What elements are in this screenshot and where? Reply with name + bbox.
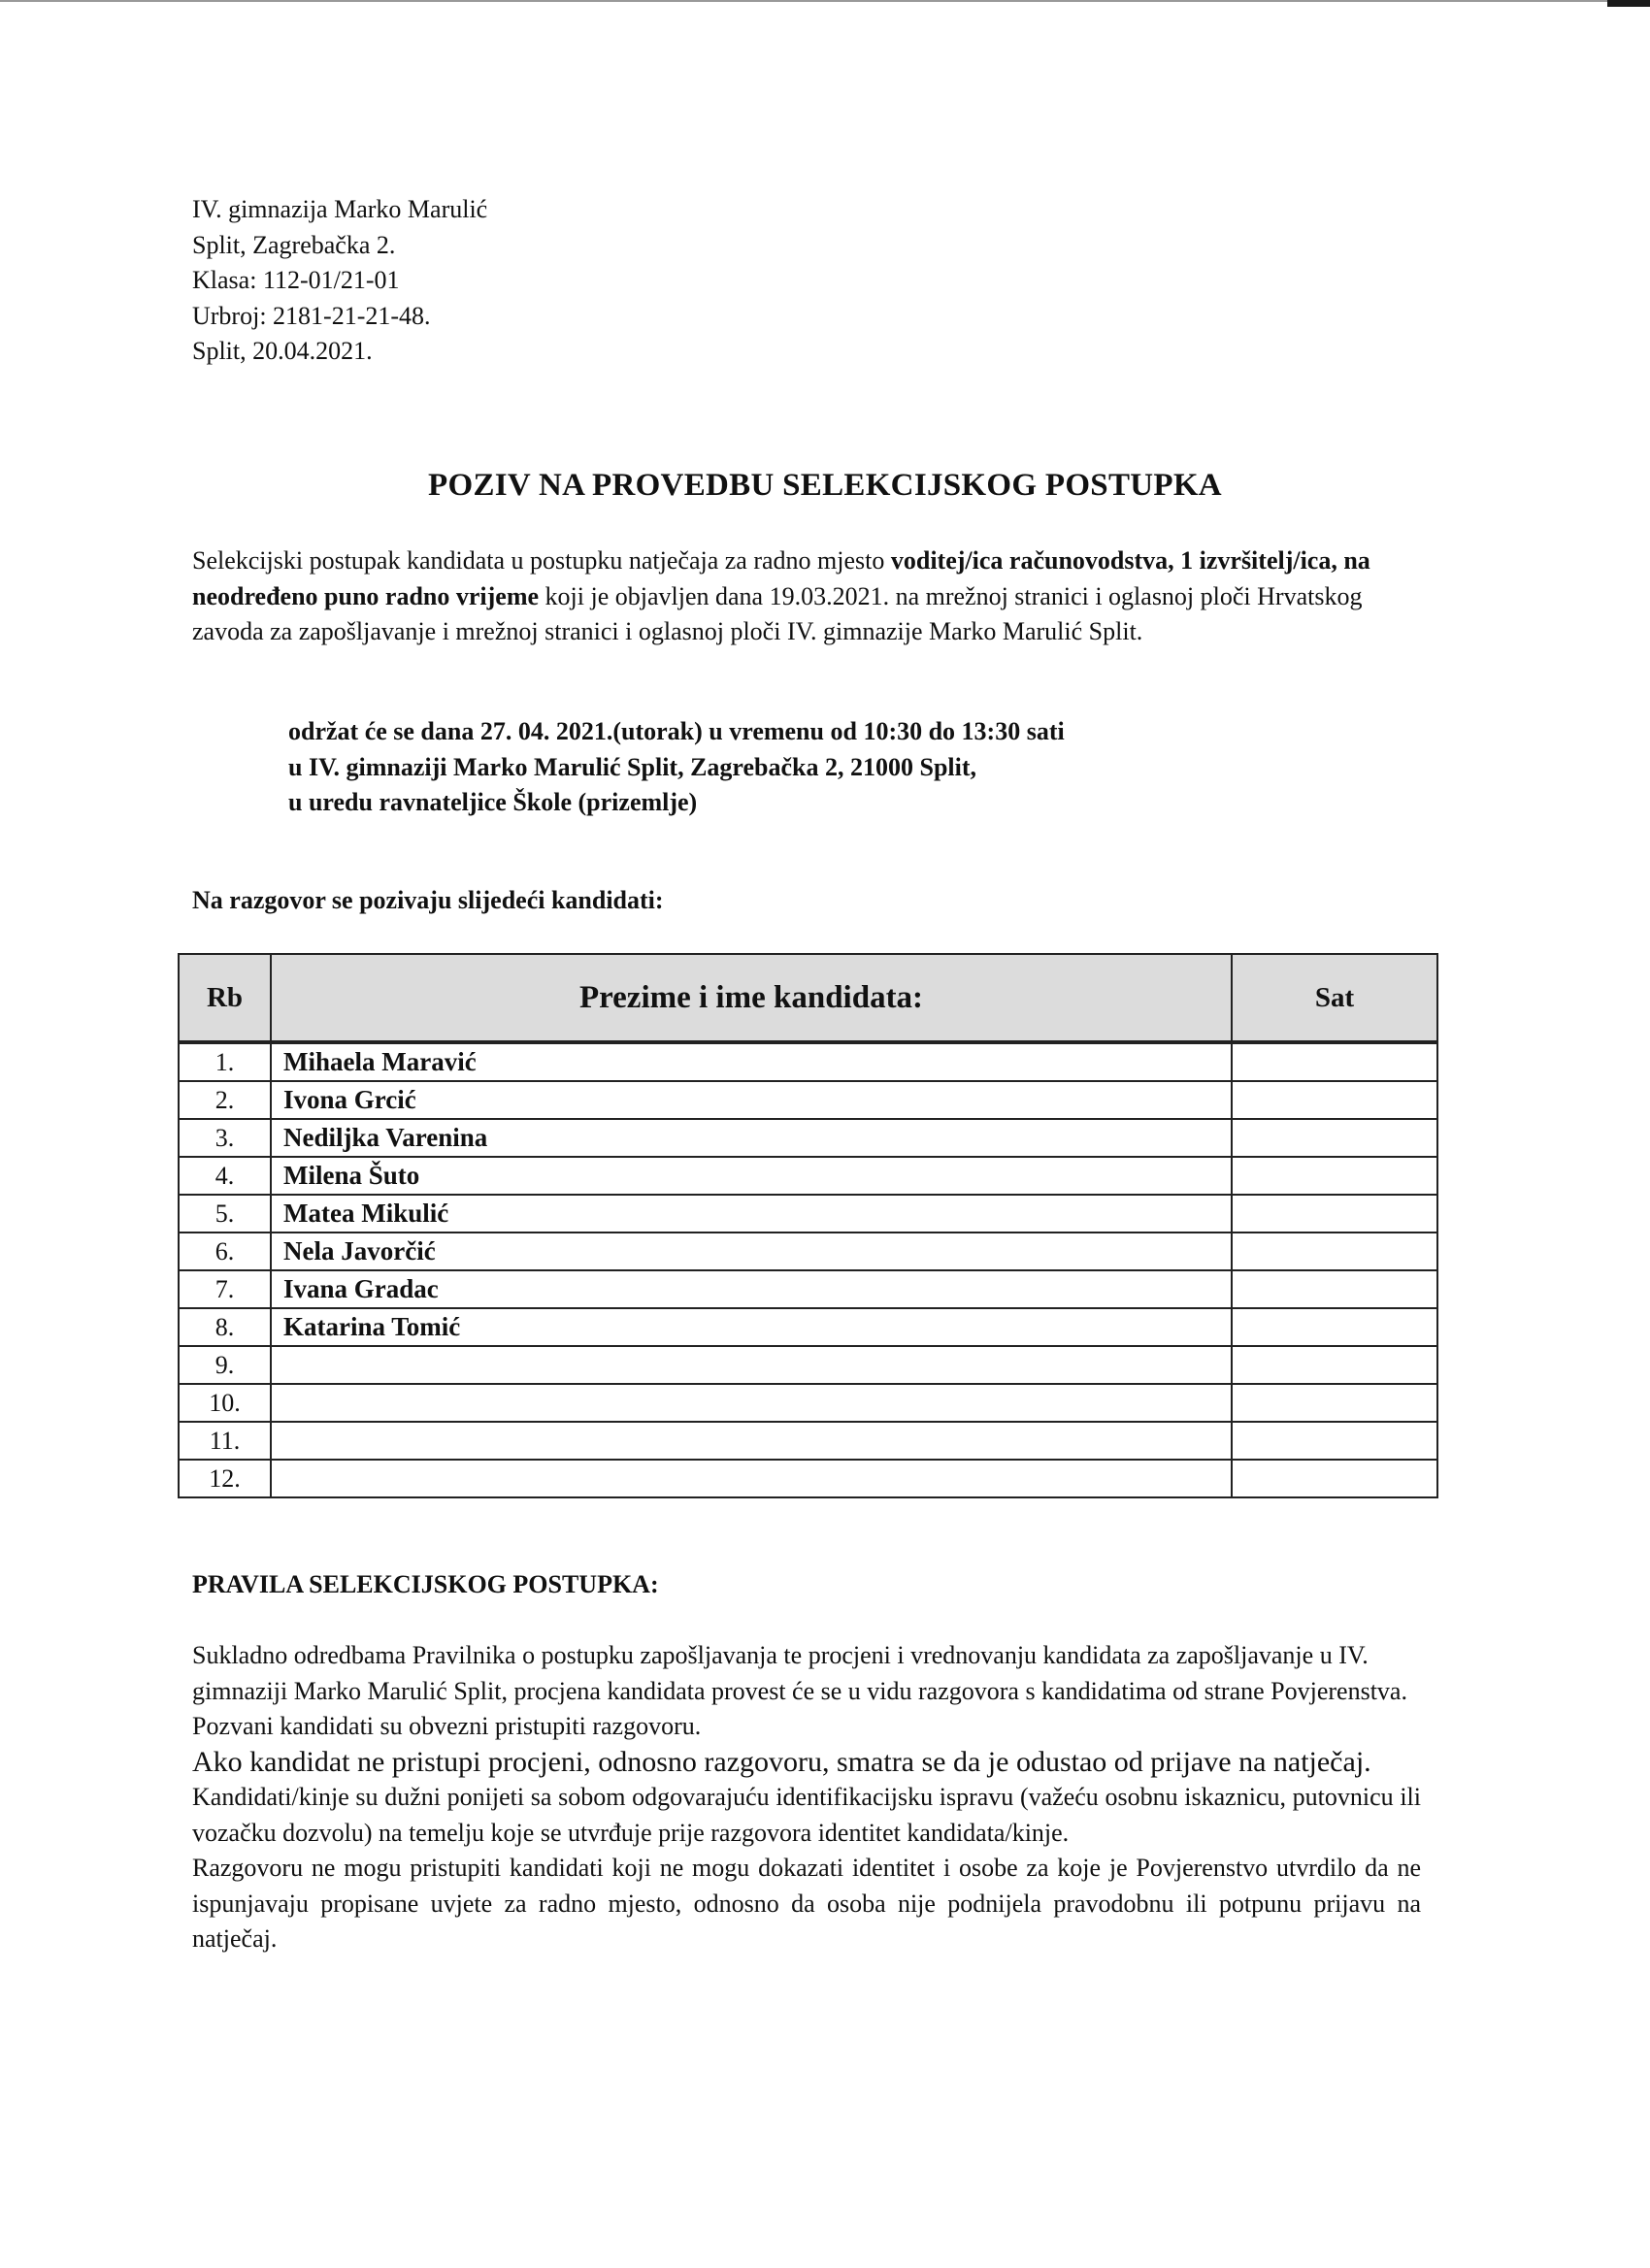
rules-paragraph-4: Kandidati/kinje su dužni ponijeti sa sobom odgovarajuću identifikacijsku ispravu (važeću osobnu iskaznicu, putovnicu ili vozačku dozvolu) na temelju koje se utvrđuje prije razgovora identitet kandidata/kinje. bbox=[192, 1783, 1421, 1847]
scan-corner-mark bbox=[1607, 0, 1650, 7]
column-header-sat: Sat bbox=[1232, 954, 1437, 1042]
table-header-row bbox=[179, 954, 1437, 1042]
row-number: 10. bbox=[179, 1384, 271, 1422]
candidate-time bbox=[1232, 1270, 1437, 1308]
candidates-table bbox=[178, 953, 1438, 1498]
event-date-time: održat će se dana 27. 04. 2021.(utorak) u vremenu od 10:30 do 13:30 sati bbox=[288, 717, 1065, 745]
candidate-name bbox=[271, 1346, 1232, 1384]
rules-heading: PRAVILA SELEKCIJSKOG POSTUPKA: bbox=[192, 1570, 659, 1598]
candidate-time bbox=[1232, 1195, 1437, 1233]
row-number: 7. bbox=[179, 1270, 271, 1308]
rules-paragraph-3: Ako kandidat ne pristupi procjeni, odnosno razgovoru, smatra se da je odustao od prijave na natječaj. bbox=[192, 1745, 1371, 1778]
intro-paragraph bbox=[192, 543, 1398, 650]
rules-paragraph-5: Razgovoru ne mogu pristupiti kandidati koji ne mogu dokazati identitet i osobe za koje je Povjerenstvo utvrdilo da ne ispunjavaju propisane uvjete za radno mjesto, odnosno da osoba nije podnijela pravodobnu ili potpunu prijavu na natječaj. bbox=[192, 1854, 1421, 1953]
candidate-name: Nela Javorčić bbox=[271, 1233, 1232, 1270]
document-date: Split, 20.04.2021. bbox=[192, 337, 373, 365]
table-row bbox=[179, 1119, 1437, 1157]
candidate-time bbox=[1232, 1308, 1437, 1346]
row-number: 9. bbox=[179, 1346, 271, 1384]
candidate-name bbox=[271, 1422, 1232, 1460]
table-row bbox=[179, 1346, 1437, 1384]
intro-text-end: koji je objavljen dana 19.03.2021. na mrežnoj stranici i oglasnoj ploči Hrvatskog zavoda za zapošljavanje i mrežnoj stranici i oglasnoj ploči IV. gimnazije Marko Marulić Split. bbox=[192, 581, 1363, 645]
row-number: 2. bbox=[179, 1081, 271, 1119]
candidate-name: Katarina Tomić bbox=[271, 1308, 1232, 1346]
row-number: 6. bbox=[179, 1233, 271, 1270]
table-row bbox=[179, 1460, 1437, 1497]
candidate-name: Ivona Grcić bbox=[271, 1081, 1232, 1119]
document-header bbox=[192, 192, 487, 370]
row-number: 8. bbox=[179, 1308, 271, 1346]
candidate-time bbox=[1232, 1460, 1437, 1497]
table-row bbox=[179, 1195, 1437, 1233]
table-row bbox=[179, 1157, 1437, 1195]
intro-position: voditej/ica računovodstva, 1 izvršitelj/ica, na neodređeno puno radno vrijeme bbox=[192, 546, 1370, 610]
table-row bbox=[179, 1233, 1437, 1270]
table-row bbox=[179, 1042, 1437, 1081]
row-number: 4. bbox=[179, 1157, 271, 1195]
rules-section bbox=[192, 1638, 1421, 1957]
column-header-name: Prezime i ime kandidata: bbox=[271, 954, 1232, 1042]
candidate-name bbox=[271, 1460, 1232, 1497]
candidate-name: Ivana Gradac bbox=[271, 1270, 1232, 1308]
candidate-name: Nediljka Varenina bbox=[271, 1119, 1232, 1157]
candidate-name: Mihaela Maravić bbox=[271, 1042, 1232, 1081]
rules-paragraph-2: Pozvani kandidati su obvezni pristupiti razgovoru. bbox=[192, 1712, 702, 1740]
candidate-name: Matea Mikulić bbox=[271, 1195, 1232, 1233]
intro-text-start: Selekcijski postupak kandidata u postupku natječaja za radno mjesto bbox=[192, 546, 891, 575]
table-row bbox=[179, 1384, 1437, 1422]
document-title: POZIV NA PROVEDBU SELEKCIJSKOG POSTUPKA bbox=[428, 468, 1222, 503]
rules-paragraph-1: Sukladno odredbama Pravilnika o postupku zapošljavanja te procjeni i vrednovanju kandidata za zapošljavanje u IV. gimnaziji Marko Marulić Split, procjena kandidata provest će se u vidu razgovora s kandidatima od strane Povjerenstva. bbox=[192, 1641, 1407, 1705]
school-name: IV. gimnazija Marko Marulić bbox=[192, 195, 488, 223]
table-row bbox=[179, 1081, 1437, 1119]
candidate-time bbox=[1232, 1119, 1437, 1157]
candidate-time bbox=[1232, 1157, 1437, 1195]
school-address: Split, Zagrebačka 2. bbox=[192, 230, 396, 259]
row-number: 12. bbox=[179, 1460, 271, 1497]
event-details bbox=[288, 714, 1065, 821]
event-room: u uredu ravnateljice Škole (prizemlje) bbox=[288, 788, 698, 816]
row-number: 1. bbox=[179, 1042, 271, 1081]
klasa: Klasa: 112-01/21-01 bbox=[192, 266, 400, 294]
column-header-rb: Rb bbox=[179, 954, 271, 1042]
candidate-name bbox=[271, 1384, 1232, 1422]
row-number: 11. bbox=[179, 1422, 271, 1460]
row-number: 5. bbox=[179, 1195, 271, 1233]
event-location: u IV. gimnaziji Marko Marulić Split, Zagrebačka 2, 21000 Split, bbox=[288, 752, 977, 781]
table-row bbox=[179, 1308, 1437, 1346]
table-row bbox=[179, 1270, 1437, 1308]
row-number: 3. bbox=[179, 1119, 271, 1157]
candidate-name: Milena Šuto bbox=[271, 1157, 1232, 1195]
urbroj: Urbroj: 2181-21-21-48. bbox=[192, 301, 431, 330]
table-row bbox=[179, 1422, 1437, 1460]
invite-heading: Na razgovor se pozivaju slijedeći kandidati: bbox=[192, 886, 664, 914]
candidate-time bbox=[1232, 1233, 1437, 1270]
candidate-time bbox=[1232, 1346, 1437, 1384]
scan-top-edge bbox=[0, 0, 1650, 2]
candidate-time bbox=[1232, 1422, 1437, 1460]
candidate-time bbox=[1232, 1384, 1437, 1422]
candidate-time bbox=[1232, 1081, 1437, 1119]
candidate-time bbox=[1232, 1042, 1437, 1081]
